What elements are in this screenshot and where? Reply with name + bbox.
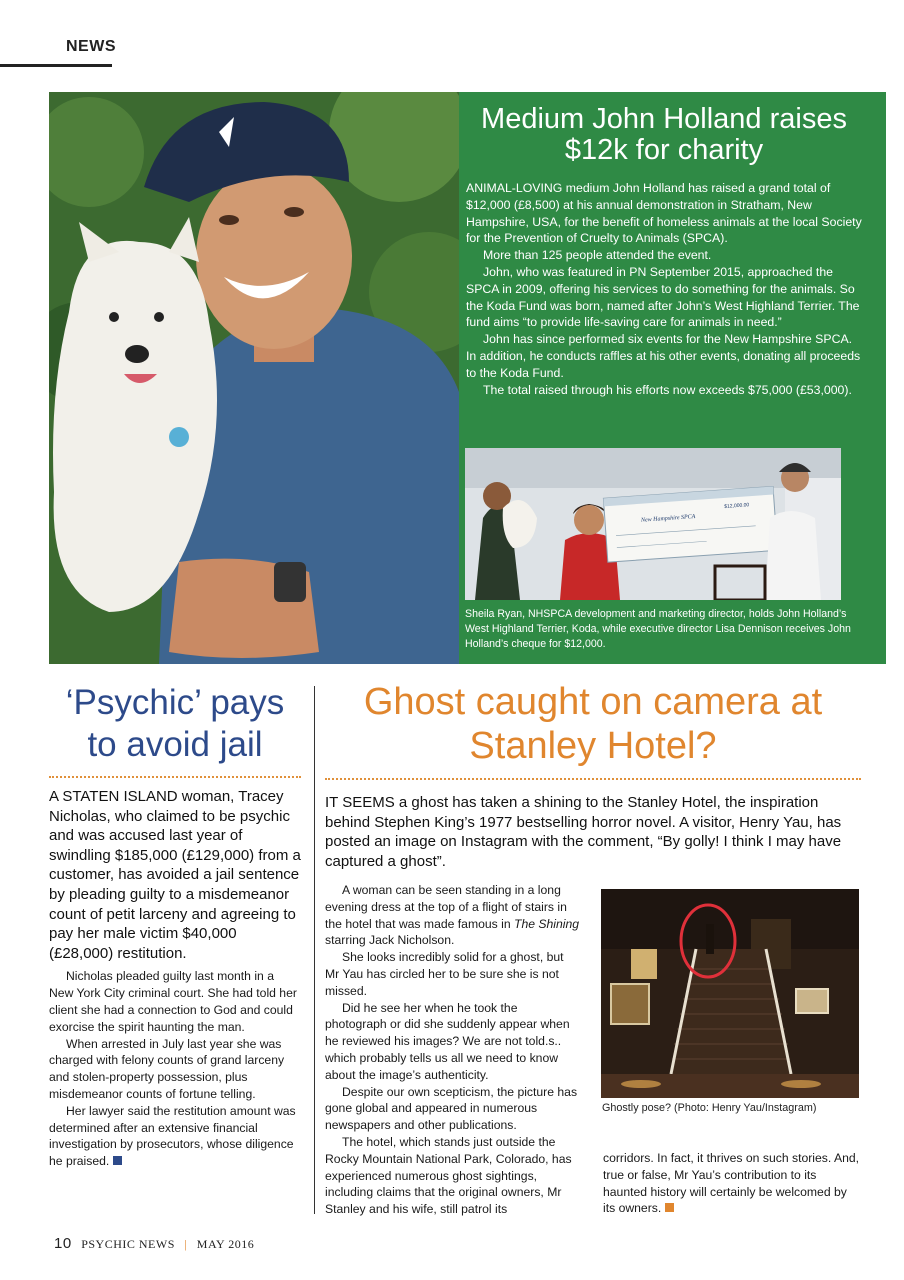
ghost-story-paragraph: A woman can be seen standing in a long evening dress at the top of a flight of stairs in the hotel that was made famous in The Shining starring Jack Nicholson. [325, 883, 580, 948]
footer-separator: | [184, 1237, 188, 1251]
end-of-story-mark [665, 1203, 674, 1212]
feature-paragraph: ANIMAL-LOVING medium John Holland has raised a grand total of $12,000 (£8,500) at his annual demonstration in Stratham, New Hampshire, USA, for the benefit of homeless animals at the local Society for the Prevention of Cruelty to Animals (SPCA). [466, 181, 862, 246]
feature-paragraph: John has since performed six events for the New Hampshire SPCA. In addition, he conducts raffles at his other events, donating all proceeds to the Koda Fund. [466, 332, 861, 380]
feature-box [49, 92, 886, 664]
psychic-story-paragraph [49, 1103, 301, 1170]
psychic-story-title: ‘Psychic’ pays to avoid jail [65, 683, 285, 764]
ghost-photo-art [601, 889, 859, 1098]
ghost-story-paragraph: The hotel, which stands just outside the Rocky Mountain National Park, Colorado, has experienced numerous ghost sightings, including claims that the original owners, Mr Stanley and his wife, still patrol its [325, 1134, 572, 1217]
ghost-story-lead: IT SEEMS a ghost has taken a shining to the Stanley Hotel, the inspiration behind Stephen King’s 1977 bestselling horror novel. A visitor, Henry Yau, has posted an image on Instagram with the comment, “By golly! I think I may have captured a ghost”. [325, 794, 842, 870]
ghost-story-paragraph: She looks incredibly solid for a ghost, but Mr Yau has circled her to be sure she is not missed. [325, 950, 564, 998]
publication-name: PSYCHIC NEWS [81, 1237, 175, 1251]
feature-paragraph: John, who was featured in PN September 2015, approached the SPCA in 2009, offering his services to do something for the animals. So the Koda Fund was born, named after John’s West Highland Terrier. The fund aims “to provide life-saving care for animals in need.” [466, 264, 860, 330]
ghost-story-column-1 [325, 882, 581, 1218]
section-rule [0, 64, 112, 67]
cheque-amount: $12,000.00 [724, 502, 750, 510]
cheque-payee: New Hampshire SPCA [640, 513, 696, 524]
ghost-story-column-2 [603, 1150, 861, 1217]
ghost-story-paragraph [603, 1150, 861, 1217]
feature-text [466, 104, 862, 398]
column-divider [314, 686, 315, 1214]
cheque-caption: Sheila Ryan, NHSPCA development and marketing director, holds John Holland’s West Highland Terrier, Koda, while executive director Lisa Dennison receives John Holland’s cheque for $12,000. [465, 608, 851, 650]
psychic-story-paragraph: Nicholas pleaded guilty last month in a New York City criminal court. She had told her client she had a connection to God and could exorcise the spirit haunting the man. [49, 969, 297, 1034]
dotted-divider [49, 776, 301, 778]
issue-date: MAY 2016 [196, 1237, 255, 1251]
ghost-photo [601, 889, 859, 1098]
ghost-story-paragraph: Did he see her when he took the photograph or did she suddenly appear when he reviewed his images? We are not told.s.. which probably tells us all we need to know about the image’s authenticity. [325, 1000, 570, 1082]
ghost-story [325, 680, 861, 871]
feature-title: Medium John Holland raises $12k for charity [481, 103, 847, 166]
page-footer [54, 1235, 254, 1252]
john-holland-photo-art [49, 92, 459, 664]
psychic-story-paragraph: When arrested in July last year she was charged with felony counts of grand larceny and stolen-property possession, plus misdemeanor counts of fortune telling. [49, 1036, 285, 1101]
ghost-story-last-text: corridors. In fact, it thrives on such stories. And, true or false, Mr Yau’s contribution to its haunted history will certainly be welcomed by its owners. [603, 1151, 860, 1216]
cheque-photo [465, 448, 841, 600]
feature-paragraph: The total raised through his efforts now exceeds $75,000 (£53,000). [483, 382, 852, 397]
psychic-story-lead: A STATEN ISLAND woman, Tracey Nicholas, who claimed to be psychic and was accused last year of swindling $185,000 (£129,000) from a customer, has avoided a jail sentence by pleading guilty to a misdemeanor count of petit larceny and agreeing to pay her male victim $40,000 (£28,000) restitution. [49, 788, 301, 962]
dotted-divider [325, 778, 861, 780]
psychic-story-body [49, 968, 301, 1170]
section-label: NEWS [66, 38, 116, 55]
ghost-photo-caption: Ghostly pose? (Photo: Henry Yau/Instagram) [602, 1102, 817, 1114]
feature-paragraph: More than 125 people attended the event. [483, 248, 712, 263]
end-of-story-mark [113, 1156, 122, 1165]
feature-body [466, 180, 862, 398]
john-holland-photo [49, 92, 459, 664]
psychic-story-last-text: Her lawyer said the restitution amount was determined after an extensive financial investigation by prosecutors, whose diligence he praised. [49, 1103, 296, 1169]
psychic-story [49, 682, 301, 1170]
film-title: The Shining [514, 916, 580, 931]
ghost-story-paragraph: Despite our own scepticism, the picture has gone global and appeared in numerous newspapers and other publications. [325, 1084, 578, 1133]
cheque-photo-art [465, 448, 841, 600]
ghost-story-title: Ghost caught on camera at Stanley Hotel? [363, 681, 823, 767]
page-number: 10 [54, 1235, 72, 1252]
